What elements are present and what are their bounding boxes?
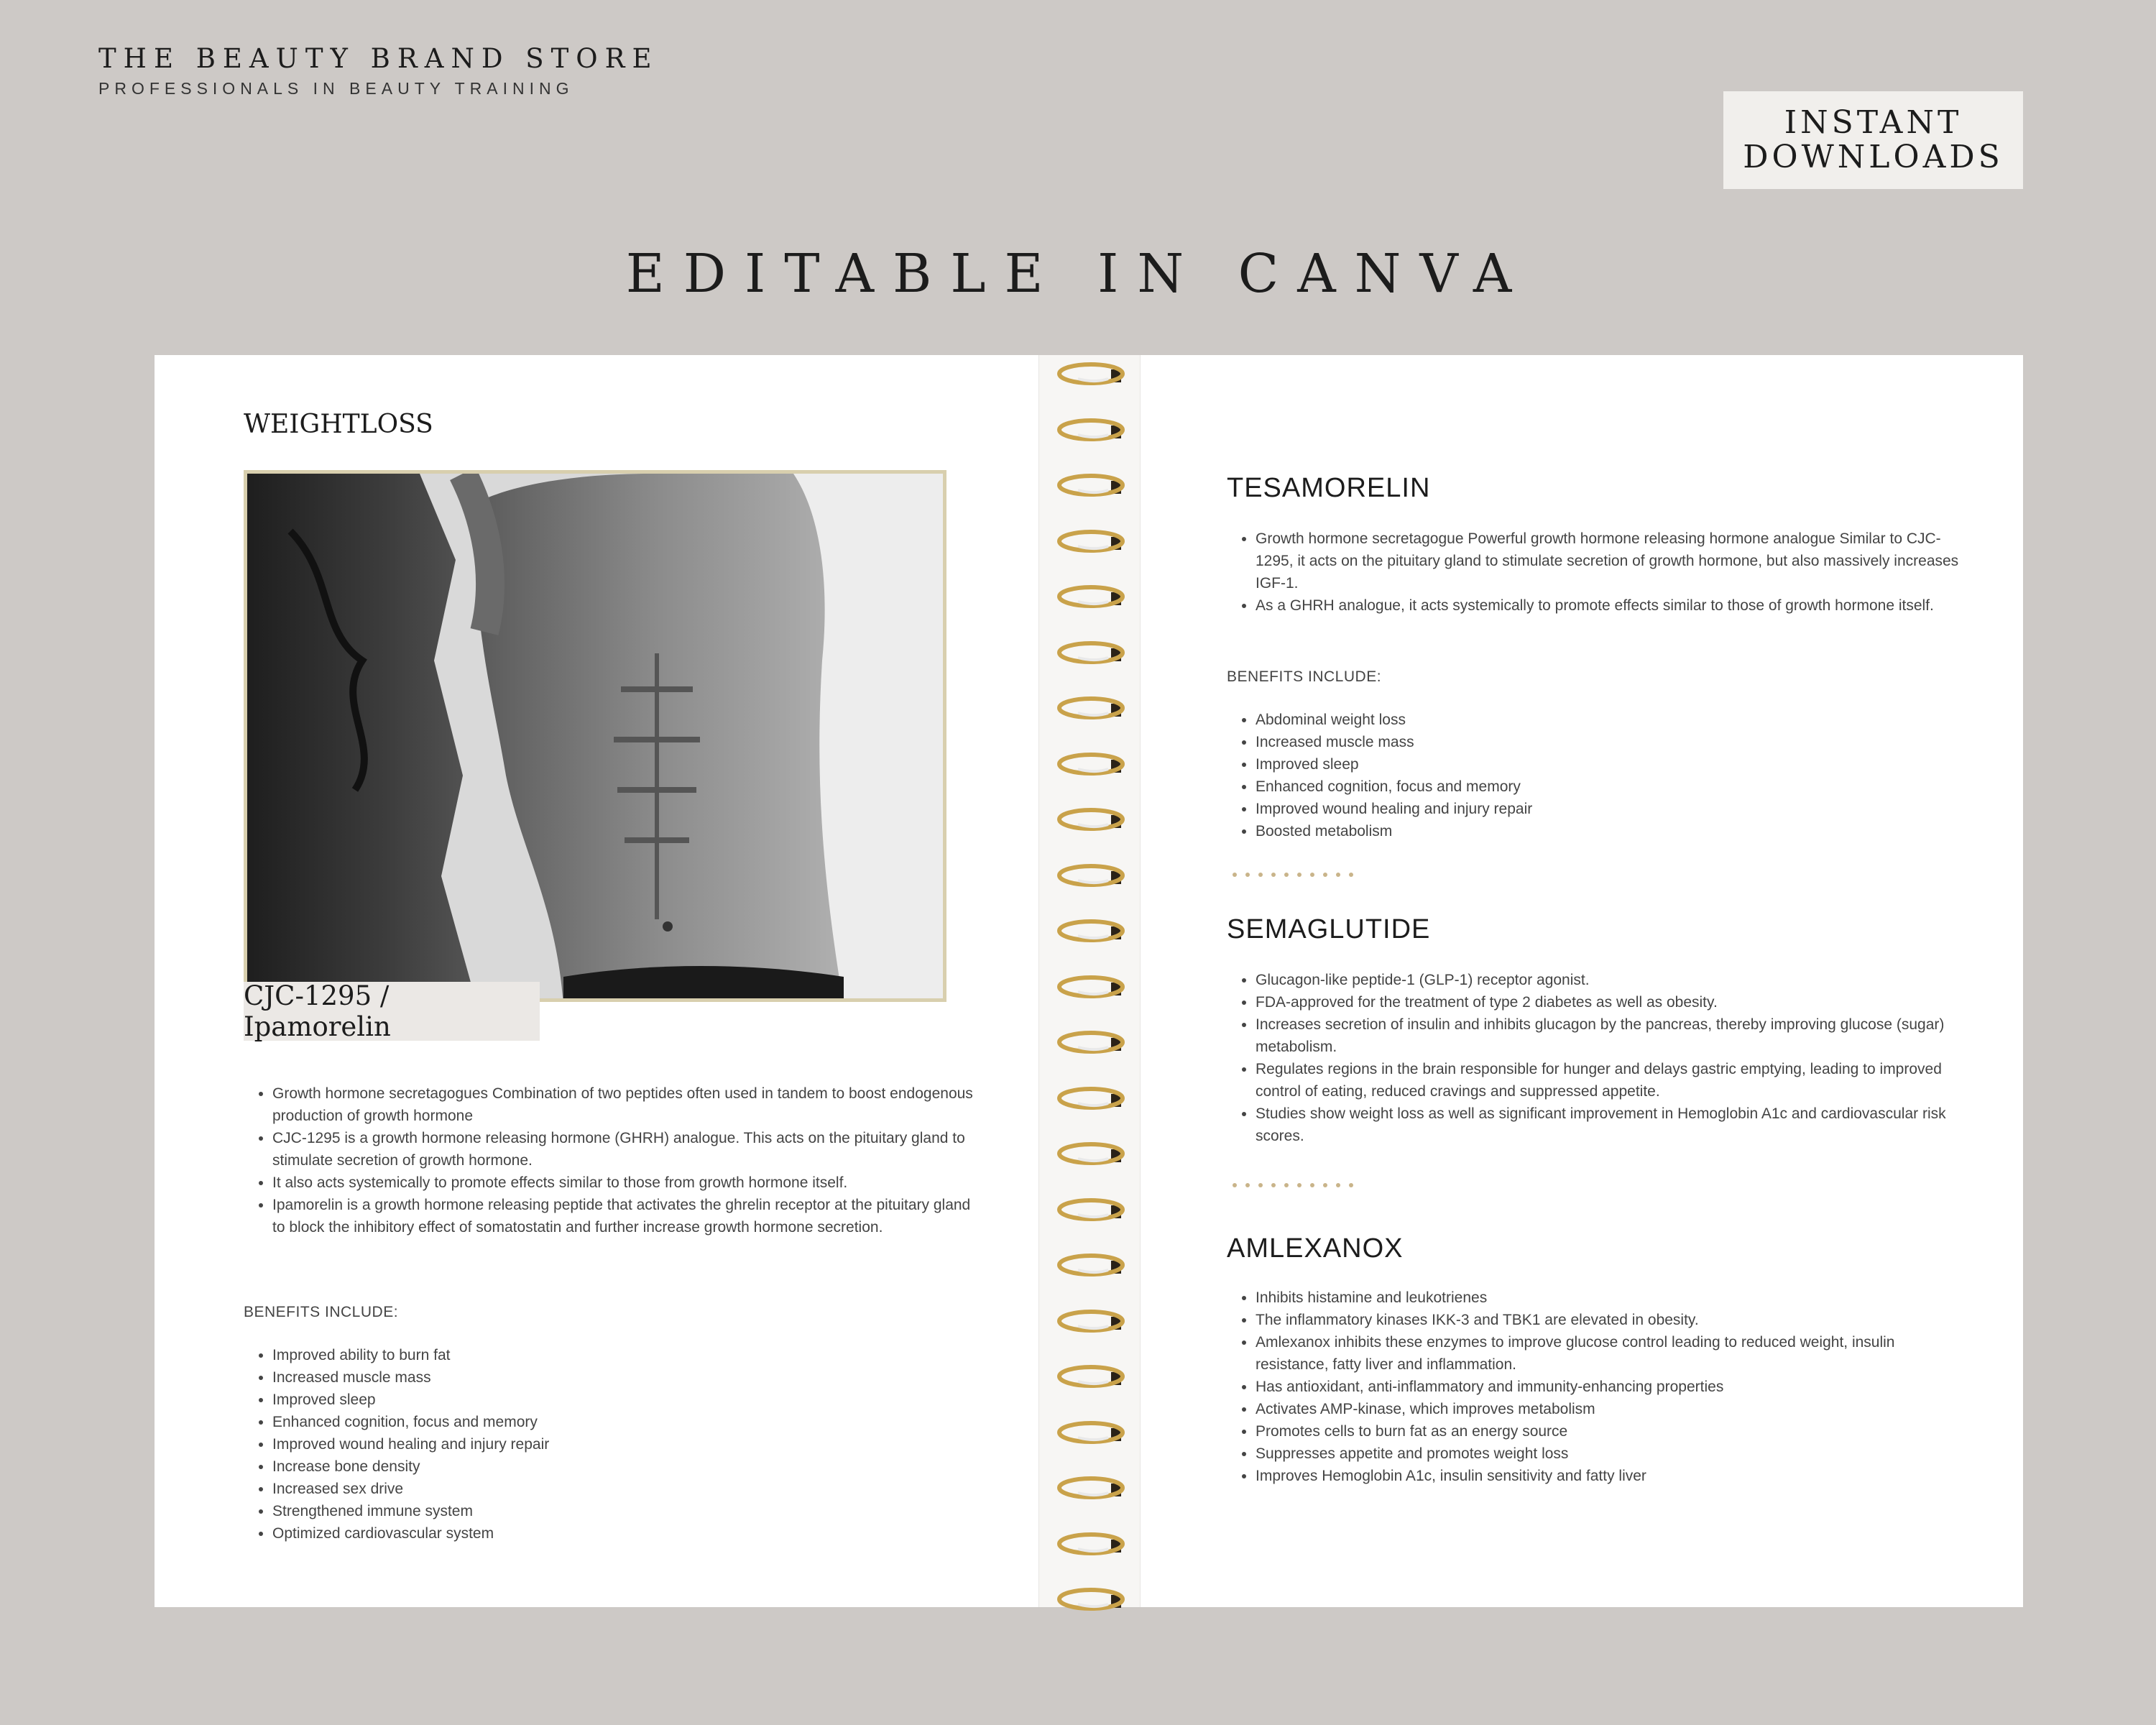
- list-item: • Promotes cells to burn fat as an energy source: [1256, 1420, 1967, 1443]
- left-page: [155, 355, 1038, 1607]
- list-item: • Optimized cardiovascular system: [272, 1522, 977, 1545]
- spiral-ring-icon: [1056, 1418, 1125, 1447]
- list-item: • As a GHRH analogue, it acts systemically to promote effects similar to those of growth hormone itself.: [1256, 594, 1967, 617]
- badge-line-1: INSTANT: [1784, 104, 1963, 141]
- fitness-photo: [244, 470, 946, 1002]
- list-item: • Improved ability to burn fat: [272, 1344, 977, 1366]
- list-item: • Growth hormone secretagogue Powerful growth hormone releasing hormone analogue Similar to CJC-1295, it acts on the pituitary gland to stimulate secretion of growth hormone, but also massively increases IGF-1.: [1256, 528, 1967, 594]
- list-item: • Abdominal weight loss: [1256, 709, 1967, 731]
- list-item: • Amlexanox inhibits these enzymes to improve glucose control leading to reduced weight, insulin resistance, fatty liver and inflammation.: [1256, 1331, 1967, 1376]
- list-item: • Enhanced cognition, focus and memory: [272, 1411, 977, 1433]
- spiral-ring-icon: [1056, 1139, 1125, 1168]
- list-item: • Studies show weight loss as well as significant improvement in Hemoglobin A1c and cardiovascular risk scores.: [1256, 1103, 1967, 1147]
- list-item: • Suppresses appetite and promotes weight loss: [1256, 1443, 1967, 1465]
- list-item: • Increase bone density: [272, 1455, 977, 1478]
- list-item: • Increases secretion of insulin and inhibits glucagon by the pancreas, thereby improving glucose (sugar) metabolism.: [1256, 1013, 1967, 1058]
- right-page: [1139, 355, 2023, 1607]
- list-item: • Improved wound healing and injury repair: [1256, 798, 1967, 820]
- planner-spread: [155, 355, 2023, 1607]
- list-item: • Growth hormone secretagogues Combination of two peptides often used in tandem to boost endogenous production of growth hormone: [272, 1082, 977, 1127]
- spiral-ring-icon: [1056, 582, 1125, 611]
- instant-downloads-badge: [1723, 91, 2023, 189]
- list-item: • Enhanced cognition, focus and memory: [1256, 776, 1967, 798]
- spiral-ring-icon: [1056, 861, 1125, 890]
- photo-caption: CJC-1295 / Ipamorelin: [244, 982, 540, 1041]
- tesamorelin-title: TESAMORELIN: [1227, 473, 1431, 503]
- spiral-ring-icon: [1056, 750, 1125, 778]
- dot-divider-icon: [1233, 1183, 1353, 1187]
- brand-title: THE BEAUTY BRAND STORE: [98, 43, 659, 74]
- brand-block: [98, 42, 658, 98]
- list-item: • Has antioxidant, anti-inflammatory and immunity-enhancing properties: [1256, 1376, 1967, 1398]
- spiral-ring-icon: [1056, 972, 1125, 1001]
- brand-subtitle: PROFESSIONALS IN BEAUTY TRAINING: [98, 79, 574, 98]
- list-item: • Increased sex drive: [272, 1478, 977, 1500]
- list-item: • Increased muscle mass: [272, 1366, 977, 1389]
- spiral-ring-icon: [1056, 1530, 1125, 1558]
- list-item: • The inflammatory kinases IKK-3 and TBK1 are elevated in obesity.: [1256, 1309, 1967, 1331]
- spiral-binding: [1038, 355, 1141, 1607]
- list-item: • Improved sleep: [1256, 753, 1967, 776]
- torso-photo-illustration: [247, 474, 946, 1002]
- dot-divider-icon: [1233, 873, 1353, 877]
- left-benefits-label: BENEFITS INCLUDE:: [244, 1304, 399, 1320]
- tesamorelin-benefits-label: BENEFITS INCLUDE:: [1227, 668, 1382, 685]
- amlexanox-points: [1227, 1287, 1967, 1487]
- list-item: • Improved sleep: [272, 1389, 977, 1411]
- spiral-ring-icon: [1056, 1585, 1125, 1614]
- spiral-ring-icon: [1056, 1251, 1125, 1279]
- headline: EDITABLE IN CANVA: [625, 243, 1531, 305]
- spiral-ring-icon: [1056, 1473, 1125, 1502]
- badge-line-2: DOWNLOADS: [1743, 139, 2004, 175]
- list-item: • Improves Hemoglobin A1c, insulin sensitivity and fatty liver: [1256, 1465, 1967, 1487]
- list-item: • CJC-1295 is a growth hormone releasing hormone (GHRH) analogue. This acts on the pituitary gland to stimulate secretion of growth hormone.: [272, 1127, 977, 1172]
- list-item: • Glucagon-like peptide-1 (GLP-1) receptor agonist.: [1256, 969, 1967, 991]
- spiral-ring-icon: [1056, 638, 1125, 667]
- spiral-ring-icon: [1056, 1195, 1125, 1224]
- spiral-ring-icon: [1056, 1084, 1125, 1113]
- list-item: • Activates AMP-kinase, which improves metabolism: [1256, 1398, 1967, 1420]
- list-item: • Regulates regions in the brain responsible for hunger and delays gastric emptying, leading to improved control of eating, reduced cravings and suppressed appetite.: [1256, 1058, 1967, 1103]
- spiral-ring-icon: [1056, 415, 1125, 444]
- list-item: • Increased muscle mass: [1256, 731, 1967, 753]
- list-item: • Strengthened immune system: [272, 1500, 977, 1522]
- list-item: • Improved wound healing and injury repair: [272, 1433, 977, 1455]
- spiral-ring-icon: [1056, 1307, 1125, 1335]
- semaglutide-title: SEMAGLUTIDE: [1227, 914, 1431, 944]
- spiral-ring-icon: [1056, 359, 1125, 388]
- amlexanox-title: AMLEXANOX: [1227, 1233, 1404, 1264]
- section-title: WEIGHTLOSS: [244, 410, 433, 439]
- spiral-ring-icon: [1056, 694, 1125, 722]
- spiral-ring-icon: [1056, 916, 1125, 945]
- spiral-ring-icon: [1056, 1362, 1125, 1391]
- list-item: • FDA-approved for the treatment of type 2 diabetes as well as obesity.: [1256, 991, 1967, 1013]
- list-item: • Boosted metabolism: [1256, 820, 1967, 842]
- semaglutide-points: [1227, 969, 1967, 1147]
- tesamorelin-benefits-list: [1227, 709, 1967, 842]
- tesamorelin-points: [1227, 528, 1967, 617]
- spiral-ring-icon: [1056, 805, 1125, 834]
- list-item: • Inhibits histamine and leukotrienes: [1256, 1287, 1967, 1309]
- spiral-ring-icon: [1056, 471, 1125, 500]
- left-description-list: [244, 1082, 977, 1238]
- spiral-ring-icon: [1056, 527, 1125, 556]
- list-item: • It also acts systemically to promote effects similar to those from growth hormone itself.: [272, 1172, 977, 1194]
- list-item: • Ipamorelin is a growth hormone releasing peptide that activates the ghrelin receptor at the pituitary gland to block the inhibitory effect of somatostatin and further increase growth hormone secretion.: [272, 1194, 977, 1238]
- left-benefits-list: [244, 1344, 977, 1545]
- spiral-ring-icon: [1056, 1028, 1125, 1057]
